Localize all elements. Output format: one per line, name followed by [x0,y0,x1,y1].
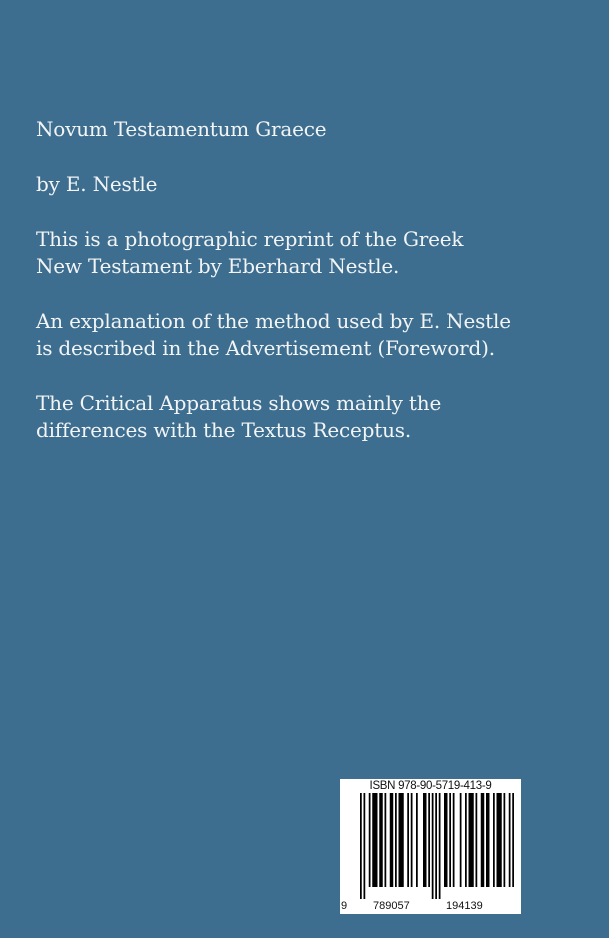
barcode-right-digits: 194139 [446,900,483,912]
barcode-lead-digit: 9 [341,900,348,912]
barcode-bar [449,793,451,887]
description-2-line-2: is described in the Advertisement (Foreword). [36,336,495,360]
barcode-bar [399,793,404,887]
description-2-line-1: An explanation of the method used by E. Nestle [36,309,511,333]
barcode-bar [379,793,383,887]
book-title-text: Novum Testamentum Graece [36,117,327,141]
barcode-bar [364,793,366,899]
barcode-bar [369,793,371,887]
description-3-line-1: The Critical Apparatus shows mainly the [36,391,442,415]
description-3-line-2: differences with the Textus Receptus. [36,418,411,442]
barcode-bar [432,793,434,899]
barcode-bar [469,793,474,887]
barcode-bar [465,793,467,887]
barcode-bar [423,793,427,887]
barcode-bar [407,793,409,887]
description-paragraph-1 [36,226,463,280]
barcode-bar [509,793,511,887]
barcode-bar [444,793,448,887]
barcode-bar [439,793,441,899]
description-1-line-2: New Testament by Eberhard Nestle. [36,254,400,278]
barcode-bar [390,793,394,887]
barcode-bar [416,793,418,887]
barcode-left-digits: 789057 [373,900,410,912]
barcode-bar [372,793,377,887]
barcode-bar [385,793,387,887]
barcode-bar [486,793,490,887]
barcode-bar [453,793,455,887]
description-paragraph-2 [36,308,511,362]
description-1-line-1: This is a photographic reprint of the Greek [36,227,464,251]
isbn-label: ISBN 978-90-5719-413-9 [369,780,492,792]
barcode-bar [493,793,495,887]
barcode-bar [476,793,478,887]
description-paragraph-3 [36,390,441,444]
barcode-bar [481,793,485,887]
book-title [36,116,326,143]
isbn-barcode [340,779,521,914]
barcode-bar [428,793,430,887]
barcode-bar [460,793,462,887]
barcode-bar [497,793,502,887]
barcode-bar [411,793,413,887]
barcode-bar [395,793,397,887]
author-line [36,171,157,198]
barcode-bar [512,793,514,887]
barcode-bar [504,793,506,887]
barcode-bar [435,793,437,899]
barcode-bars [340,793,521,901]
author-line-text: by E. Nestle [36,172,158,196]
barcode-bar [360,793,362,899]
